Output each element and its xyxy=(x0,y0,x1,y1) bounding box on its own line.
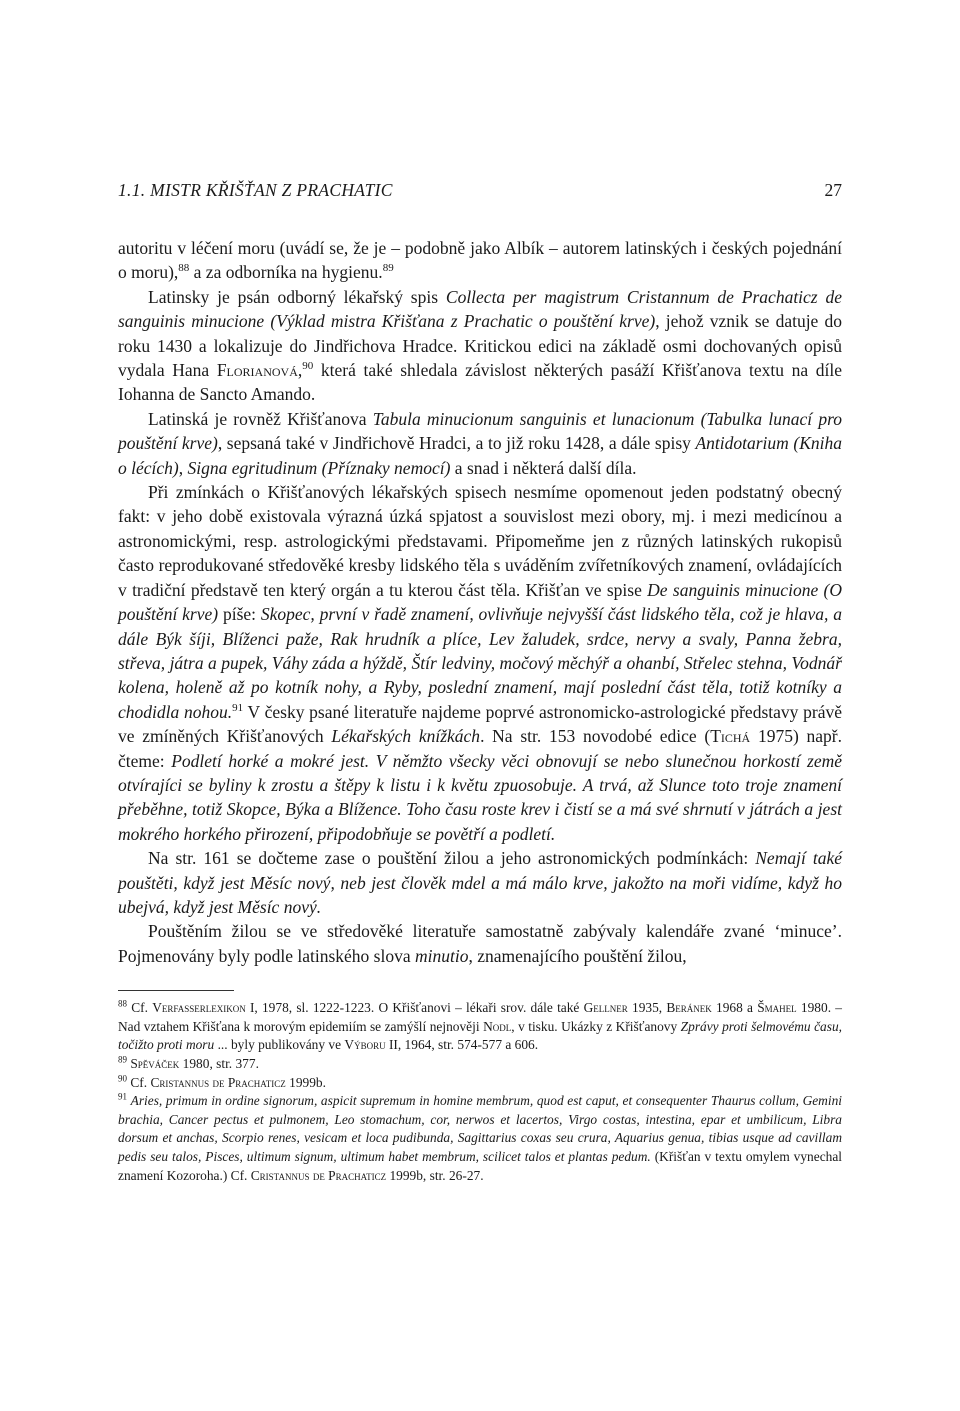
small-caps-text: Florianová xyxy=(216,360,298,381)
text-run: Na str. 161 se dočteme zase o pouštění žilou a jeho astronomických podmínkách: xyxy=(148,848,756,869)
text-run: Cf. xyxy=(127,1000,153,1016)
italic-text: Collecta per magistrum Cristannum de Prachaticz de sanguinis minucione (Výklad mistra Křišťana z Prachatic o pouštění krve) xyxy=(118,286,842,332)
footnote-divider xyxy=(118,990,234,991)
paragraph xyxy=(118,919,842,968)
italic-text: Signa egritudinum (Příznaky nemocí) xyxy=(187,457,451,478)
italic-text: Zprávy proti šelmovému času, točižto proti moru xyxy=(118,1018,842,1053)
footnote xyxy=(118,1074,842,1093)
small-caps-text: Cristannus de Prachaticz xyxy=(250,1167,387,1183)
small-caps-text: Tichá xyxy=(710,726,751,747)
body-text xyxy=(118,236,842,968)
paragraph xyxy=(118,480,842,846)
footnote-marker: 89 xyxy=(118,1054,127,1065)
text-run: Latinská je rovněž Křišťanova xyxy=(148,408,373,429)
text-run: 1975) např. čteme: xyxy=(118,726,842,771)
text-run: , xyxy=(297,360,303,381)
text-run: a za odborníka na hygienu. xyxy=(189,262,383,283)
italic-text: Tabula minucionum sanguinis et lunacionum (Tabulka lunací pro pouštění krve) xyxy=(118,408,842,454)
footnote xyxy=(118,999,842,1055)
text-run: 1968 a xyxy=(711,1000,758,1016)
italic-text: Antidotarium (Kniha o lécích) xyxy=(118,433,842,478)
text-run: a snad i některá další díla. xyxy=(450,457,637,478)
text-run: Při zmínkách o Křišťanových lékařských spisech nesmíme opomenout jeden podstatný obecný fakt: v jeho době existovala výrazná úzká spjatost a souvislost mezi obory, mj. i mezi medicínou a astronomickými, resp. astrologickými představami. Připomeňme jen z různých latinských rukopisů často reprodukované středověké kresby lidského těla s uváděním zvířetníkových znamení, ovládajících v tradiční představě ten který orgán a tu kterou část těla. Křišťan ve spise xyxy=(118,482,842,600)
running-head xyxy=(118,180,842,210)
small-caps-text: Cristannus de Prachaticz xyxy=(150,1074,286,1090)
text-run: , znamenajícího pouštění žilou, xyxy=(468,945,687,966)
text-run: , xyxy=(178,457,188,478)
text-run: , sepsaná také v Jindřichově Hradci, a to již roku 1428, a dále spisy xyxy=(217,433,696,454)
text-run: II, 1964, str. 574-577 a 606. xyxy=(385,1037,539,1053)
italic-text: Podletí horké a mokré jest. V němžto všecky věci obnovují se nebo slunečnou horkostí země otvírajíci se byliny k zrostu a štěpy k listu i k květu zpuosobuje. A trvá, až Slunce toto troje znamení přeběhne, totiž Skopce, Býka a Blížence. Toho času roste krev i čistí se a má své shrnutí v játrách a jest mokrého horkého přirození, připodobňuje se povětří a podletí. xyxy=(118,750,842,844)
text-run: , jehož vznik se datuje do roku 1430 a lokalizuje do Jindřichova Hradce. Kritickou edici na základě osmi dochovaných opisů vydala Hana xyxy=(118,311,842,381)
footnote-marker: 91 xyxy=(118,1091,127,1102)
paragraph xyxy=(118,407,842,480)
text-run: Cf. xyxy=(127,1074,151,1090)
section-title: 1.1. MISTR KŘIŠŤAN Z PRACHATIC xyxy=(118,180,393,200)
footnote xyxy=(118,1092,842,1185)
italic-text: De sanguinis minucione (O pouštění krve) xyxy=(118,579,842,625)
footnote-marker: 90 xyxy=(302,360,314,373)
italic-text: Skopec, první v řadě znamení, ovlivňuje nejvyšší část lidského těla, což je hlava, a dále Býk šíji, Blíženci paže, Rak hrudník a plíce, Lev žaludek, srdce, nervy a svaly, Panna žebra, střeva, játra a pupek, Váhy záda a hýždě, Štír ledviny, močový měchýř a ohanbí, Střelec stehna, Vodnář kolena, holeně až po kotník nohy, a Ryby, poslední znamení, mají poslední část těla, totiž kotníky a chodidla nohou. xyxy=(118,604,842,722)
text-run: (Křišťan v textu omylem vynechal znamení Kozoroha.) Cf. xyxy=(118,1148,842,1183)
footnote-marker: 89 xyxy=(382,262,394,275)
italic-text: Aries, primum in ordine signorum, aspicit supremum in homine membrum, quod est caput, et consequenter Thaurus collum, Gemini brachia, Cancer pectus et pulmonem, Leo stomachum, cor, nerwos et lacertos, Virgo costas, intestina, epar et umbilicum, Libra dorsum et anchas, Scorpio renes, vesicam et loca pudibunda, Sagittarius coxas seu crura, Aquarius genua, tibias usque ad cavillam pedis seu talos, Pisces, ultimum signum, ultimum habet membrum, scilicet talos et plantas pedum. xyxy=(118,1093,842,1164)
text-run: , v tisku. Ukázky z Křišťanovy xyxy=(511,1018,681,1034)
text-run: 1935, xyxy=(627,1000,667,1016)
footnotes xyxy=(118,999,842,1185)
footnote-marker: 90 xyxy=(118,1073,127,1084)
footnote-marker: 91 xyxy=(232,701,244,714)
small-caps-text: Beránek xyxy=(666,1000,712,1016)
small-caps-text: Šmahel xyxy=(757,1000,797,1016)
text-run: ... byly publikovány ve xyxy=(214,1037,345,1053)
text-run: Latinsky je psán odborný lékařský spis xyxy=(148,286,446,307)
italic-text: Nemají také pouštěti, když jest Měsíc nový, neb jest člověk mdel a má málo krve, jakožto na moři vidíme, když ho ubejvá, když jest Měsíc nový. xyxy=(118,848,842,917)
italic-text: minutio xyxy=(414,945,469,966)
text-run: V česky psané literatuře najdeme poprvé astronomicko-astrologické představy právě ve zmíněných Křišťanových xyxy=(118,701,842,747)
paragraph xyxy=(118,236,842,285)
footnote xyxy=(118,1055,842,1074)
book-page xyxy=(118,180,842,1185)
text-run: Pouštěním žilou se ve středověké literatuře samostatně zabývaly kalendáře zvané ‘minuce’. Pojmenovány byly podle latinského slova xyxy=(118,921,842,966)
small-caps-text: Výboru xyxy=(344,1037,386,1053)
footnote-marker: 88 xyxy=(118,998,127,1009)
text-run: autoritu v léčení moru (uvádí se, že je – podobně jako Albík – autorem latinských i českých pojednání o moru), xyxy=(118,238,842,283)
text-run: 1980, str. 377. xyxy=(179,1055,259,1071)
text-run: 1999b, str. 26-27. xyxy=(386,1167,484,1183)
text-run: . Na str. 153 novodobé edice ( xyxy=(480,726,711,747)
text-run: která také shledala závislost některých pasáží Křišťanova textu na díle Iohanna de Sancto Amando. xyxy=(118,360,842,405)
text-run: I, 1978, sl. 1222-1223. O Křišťanovi – lékaři srov. dále také xyxy=(245,1000,584,1016)
small-caps-text: Spěváček xyxy=(130,1055,180,1071)
page-number: 27 xyxy=(824,180,842,200)
text-run: 1999b. xyxy=(285,1074,326,1090)
italic-text: Lékařských knížkách xyxy=(331,726,481,747)
small-caps-text: Verfasserlexikon xyxy=(152,1000,246,1016)
small-caps-text: Nodl xyxy=(483,1018,512,1034)
text-run: píše: xyxy=(218,604,261,625)
text-run: 1980. – Nad vztahem Křišťana k morovým epidemiím se zamýšlí nejnověji xyxy=(118,1000,842,1034)
footnote-marker: 88 xyxy=(178,262,190,275)
paragraph xyxy=(118,285,842,407)
small-caps-text: Gellner xyxy=(583,1000,628,1016)
paragraph xyxy=(118,846,842,919)
